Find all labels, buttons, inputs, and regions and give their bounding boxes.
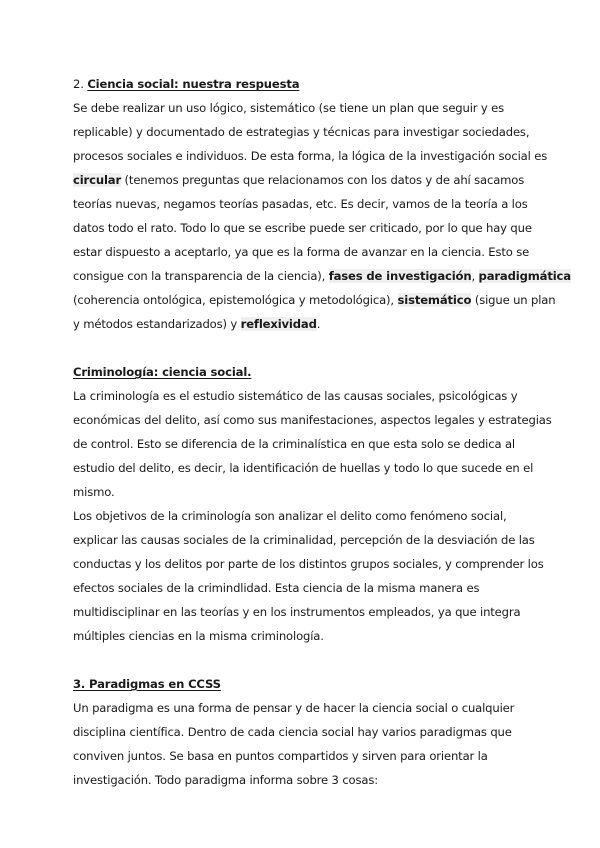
paragraph-line — [73, 696, 533, 720]
paragraph-line — [73, 408, 552, 432]
text-run: multidisciplinar en las teorías y en los instrumentos empleados, ya que integra — [73, 605, 521, 619]
emphasized-term: paradigmática — [478, 269, 571, 283]
text-run: (tenemos preguntas que relacionamos con los datos y de ahí sacamos — [121, 173, 525, 187]
paragraph-line — [73, 744, 533, 768]
paragraph-line — [73, 264, 571, 288]
paragraph-line — [73, 600, 533, 624]
section-2 — [73, 360, 552, 648]
paragraph-line — [73, 528, 533, 552]
text-run: de control. Esto se diferencia de la criminalística en que esta solo se dedica al — [73, 437, 515, 451]
paragraph-line — [73, 96, 533, 120]
emphasized-term: fases de investigación — [328, 269, 472, 283]
text-run: replicable) y documentado de estrategias y técnicas para investigar sociedades, — [73, 125, 530, 139]
section-heading-line — [73, 72, 533, 96]
paragraph-line — [73, 288, 556, 312]
text-run: consigue con la transparencia de la ciencia), — [73, 269, 329, 283]
text-run: económicas del delito, así como sus manifestaciones, aspectos legales y estrategias — [73, 413, 552, 427]
section-heading-line — [73, 672, 533, 696]
text-run: efectos sociales de la crimindlidad. Esta ciencia de la misma manera es — [73, 581, 480, 595]
paragraph-line — [73, 216, 533, 240]
paragraph-line — [73, 624, 533, 648]
text-run: estar dispuesto a aceptarlo, ya que es la forma de avanzar en la ciencia. Esto se — [73, 245, 530, 259]
text-run: múltiples ciencias en la misma criminología. — [73, 629, 324, 643]
text-run: conductas y los delitos por parte de los distintos grupos sociales, y comprender los — [73, 557, 544, 571]
section-heading-line — [73, 360, 533, 384]
text-run: investigación. Todo paradigma informa sobre 3 cosas: — [73, 773, 378, 787]
text-run: La criminología es el estudio sistemático de las causas sociales, psicológicas y — [73, 389, 518, 403]
section-spacer — [73, 336, 533, 360]
paragraph-line — [73, 432, 533, 456]
text-run: , — [471, 269, 479, 283]
text-run: datos todo el rato. Todo lo que se escribe puede ser criticado, por lo que hay que — [73, 221, 532, 235]
section-number: 2. — [73, 77, 84, 91]
section-heading: 3. Paradigmas en CCSS — [73, 677, 221, 691]
paragraph-line — [73, 480, 533, 504]
paragraph-line — [73, 552, 544, 576]
text-run: explicar las causas sociales de la criminalidad, percepción de la desviación de las — [73, 533, 535, 547]
emphasized-term: reflexividad — [240, 317, 317, 331]
section-3 — [73, 672, 533, 792]
paragraph-line — [73, 720, 533, 744]
text-run: Los objetivos de la criminología son analizar el delito como fenómeno social, — [73, 509, 507, 523]
text-run: (coherencia ontológica, epistemológica y metodológica), — [73, 293, 398, 307]
paragraph-line — [73, 240, 533, 264]
text-run: teorías nuevas, negamos teorías pasadas, etc. Es decir, vamos de la teoría a los — [73, 197, 528, 211]
emphasized-term: circular — [73, 173, 122, 187]
paragraph-line — [73, 456, 533, 480]
text-run: conviven juntos. Se basa en puntos compartidos y sirven para orientar la — [73, 749, 488, 763]
text-run: mismo. — [73, 485, 115, 499]
document-body — [73, 72, 571, 792]
paragraph-line — [73, 168, 533, 192]
section-heading: Ciencia social: nuestra respuesta — [87, 77, 300, 91]
text-run: Un paradigma es una forma de pensar y de hacer la ciencia social o cualquier — [73, 701, 515, 715]
text-run: estudio del delito, es decir, la identificación de huellas y todo lo que sucede en el — [73, 461, 534, 475]
paragraph-line — [73, 768, 533, 792]
text-run: . — [316, 317, 321, 331]
paragraph-line — [73, 576, 533, 600]
paragraph-line — [73, 144, 548, 168]
emphasized-term: sistemático — [397, 293, 472, 307]
section-heading: Criminología: ciencia social. — [73, 365, 252, 379]
section-spacer — [73, 648, 533, 672]
section-1 — [73, 72, 571, 336]
text-run: (sigue un plan — [471, 293, 556, 307]
text-run: procesos sociales e individuos. De esta forma, la lógica de la investigación social es — [73, 149, 548, 163]
paragraph-line — [73, 384, 533, 408]
paragraph-line — [73, 312, 533, 336]
paragraph-line — [73, 192, 533, 216]
paragraph-line — [73, 504, 533, 528]
paragraph-line — [73, 120, 533, 144]
text-run: Se debe realizar un uso lógico, sistemático (se tiene un plan que seguir y es — [73, 101, 505, 115]
text-run: y métodos estandarizados) y — [73, 317, 241, 331]
text-run: disciplina científica. Dentro de cada ciencia social hay varios paradigmas que — [73, 725, 512, 739]
